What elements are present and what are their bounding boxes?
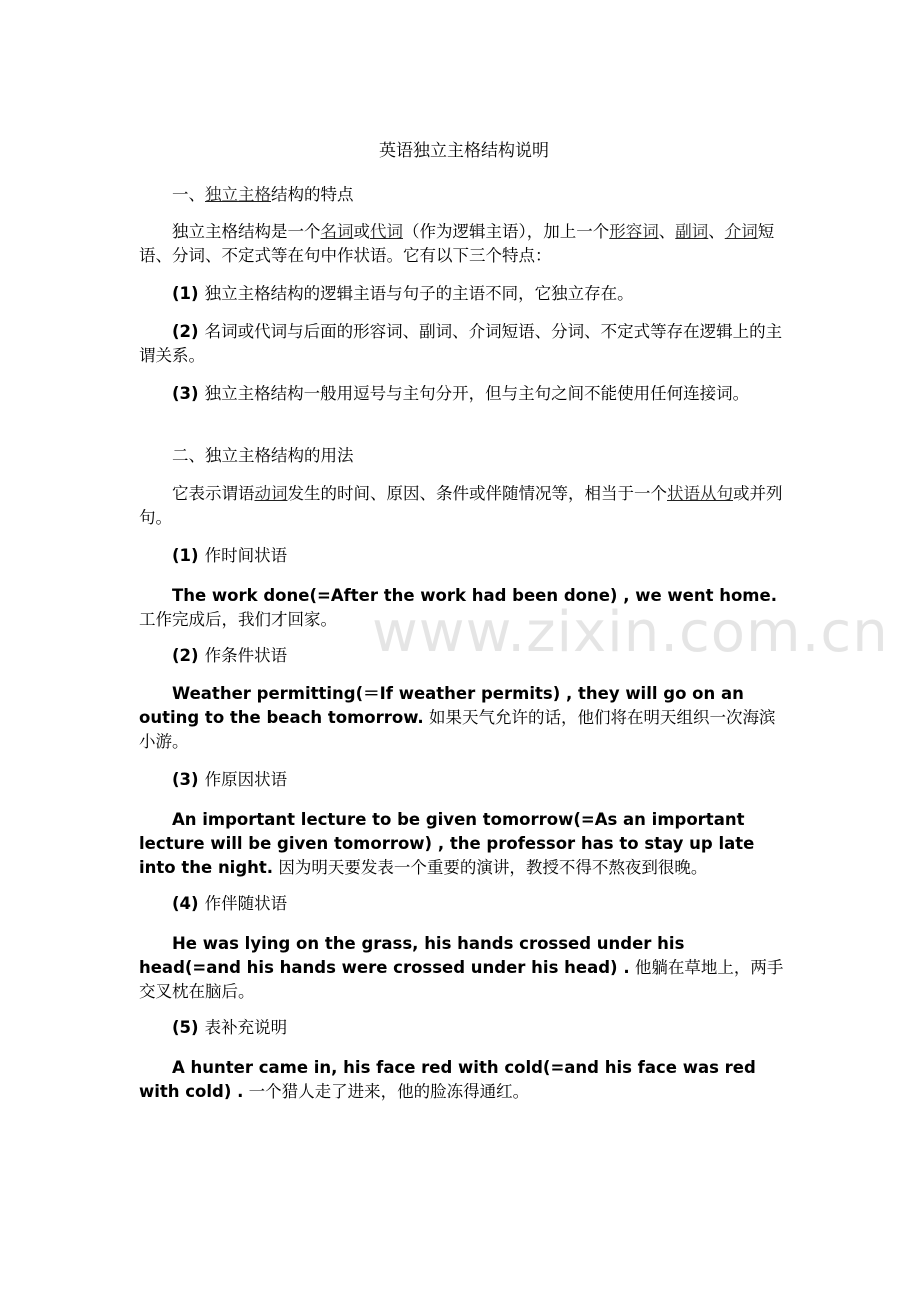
intro-text: （作为逻辑主语），加上一个 [403, 222, 610, 241]
example-chinese: 因为明天要发表一个重要的演讲，教授不得不熬夜到很晚。 [278, 858, 708, 877]
usage-heading-3 [139, 768, 789, 792]
usage-label: 作伴随状语 [204, 894, 288, 913]
point-text: 独立主格结构的逻辑主语与句子的主语不同，它独立存在。 [204, 284, 634, 303]
point-number: (1) [172, 284, 199, 303]
section1-heading-suffix: 结构的特点 [271, 185, 354, 204]
intro-text: 、 [708, 222, 725, 241]
usage-number: (5) [172, 1018, 199, 1037]
example-chinese: 工作完成后，我们才回家。 [139, 610, 337, 629]
intro-text: 发生的时间、原因、条件或伴随情况等，相当于一个 [287, 484, 667, 503]
example-4 [139, 932, 789, 1004]
point-text: 独立主格结构一般用逗号与主句分开，但与主句之间不能使用任何连接词。 [204, 384, 750, 403]
usage-label: 作条件状语 [204, 646, 288, 665]
example-1 [139, 584, 789, 632]
link-verb[interactable]: 动词 [254, 484, 288, 503]
document-title: 英语独立主格结构说明 [379, 141, 549, 161]
link-adverb[interactable]: 副词 [675, 222, 709, 241]
section1-intro [139, 220, 789, 268]
link-preposition[interactable]: 介词 [724, 222, 758, 241]
example-3 [139, 808, 789, 880]
link-noun[interactable]: 名词 [320, 222, 354, 241]
link-pronoun[interactable]: 代词 [370, 222, 403, 241]
intro-text: 独立主格结构是一个 [172, 222, 321, 241]
section1-heading-prefix: 一、 [172, 185, 205, 204]
usage-label: 表补充说明 [204, 1018, 288, 1037]
example-english: The work done(=After the work had been done) , we went home. [172, 586, 777, 605]
intro-text: 或并列句。 [139, 484, 783, 527]
feature-point-3 [139, 382, 789, 406]
example-chinese: 他躺在草地上，两手交叉枕在脑后。 [139, 958, 784, 1001]
point-number: (3) [172, 384, 199, 403]
watermark: www.zixin.com.cn [372, 600, 889, 665]
section1-heading [139, 183, 789, 207]
section2-intro [139, 482, 789, 530]
intro-text: 它表示谓语 [172, 484, 255, 503]
link-adjective[interactable]: 形容词 [609, 222, 659, 241]
example-english: He was lying on the grass, his hands crossed under his head(=and his hands were crossed under his head) . [139, 934, 685, 977]
link-duli-zhuge[interactable]: 独立主格 [205, 185, 271, 204]
intro-text: 、 [658, 222, 676, 241]
example-english: An important lecture to be given tomorrow(=As an important lecture will be given tomorrow) , the professor has to stay up late into the night. [139, 810, 755, 877]
usage-heading-5 [139, 1016, 789, 1040]
intro-text: 或 [353, 222, 370, 241]
intro-text: 短语、分词、不定式等在句中作状语。它有以下三个特点： [139, 222, 775, 265]
usage-label: 作时间状语 [204, 546, 288, 565]
example-chinese: 如果天气允许的话，他们将在明天组织一次海滨小游。 [139, 708, 776, 751]
usage-heading-4 [139, 892, 789, 916]
example-2 [139, 682, 789, 754]
usage-number: (3) [172, 770, 199, 789]
section2-heading: 二、独立主格结构的用法 [172, 446, 354, 465]
example-english: A hunter came in, his face red with cold(=and his face was red with cold) . [139, 1058, 756, 1101]
point-number: (2) [172, 322, 199, 341]
usage-heading-2 [139, 644, 789, 668]
link-adverbial-clause[interactable]: 状语从句 [667, 484, 733, 503]
usage-number: (1) [172, 546, 199, 565]
example-english: Weather permitting(＝If weather permits) , they will go on an outing to the beach tomorrow. [139, 684, 744, 727]
feature-point-1 [139, 282, 789, 306]
feature-point-2 [139, 320, 789, 368]
example-5 [139, 1056, 789, 1104]
usage-number: (4) [172, 894, 199, 913]
usage-number: (2) [172, 646, 199, 665]
example-chinese: 一个猎人走了进来，他的脸冻得通红。 [248, 1082, 530, 1101]
usage-label: 作原因状语 [204, 770, 288, 789]
point-text: 名词或代词与后面的形容词、副词、介词短语、分词、不定式等存在逻辑上的主谓关系。 [139, 322, 783, 365]
usage-heading-1 [139, 544, 789, 568]
